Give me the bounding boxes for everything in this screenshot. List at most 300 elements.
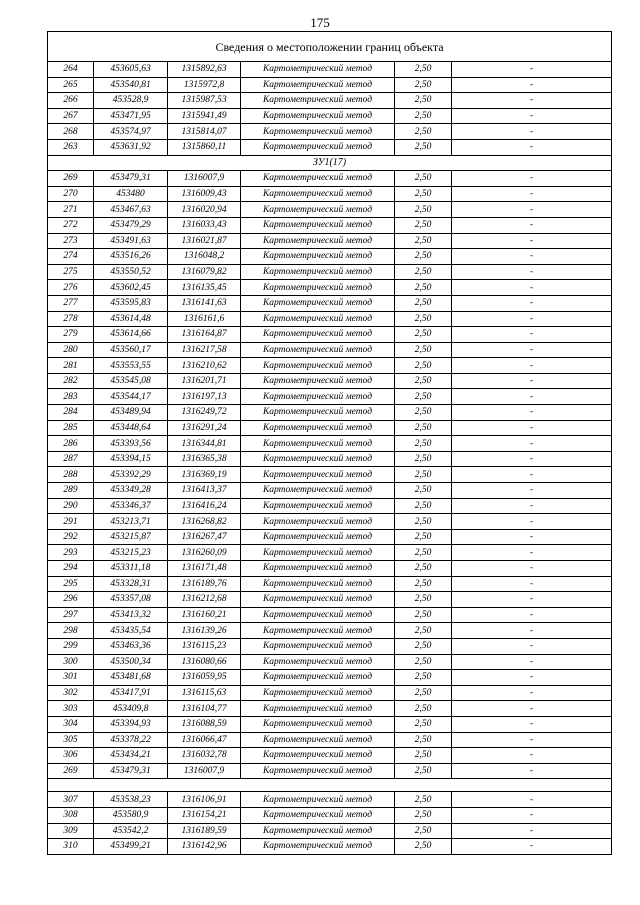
method-cell: Картометрический метод [241,670,395,686]
description-cell: - [452,763,612,779]
point-number-cell: 289 [48,483,94,499]
y-coordinate-cell: 1315987,53 [168,93,241,109]
table-row [48,623,612,639]
x-coordinate-cell: 453542,2 [94,823,168,839]
point-number-cell: 279 [48,327,94,343]
point-number-cell: 263 [48,139,94,155]
accuracy-cell: 2,50 [395,62,452,78]
method-cell: Картометрический метод [241,685,395,701]
y-coordinate-cell: 1316135,45 [168,280,241,296]
description-cell: - [452,467,612,483]
description-cell: - [452,545,612,561]
y-coordinate-cell: 1316033,43 [168,217,241,233]
y-coordinate-cell: 1316365,38 [168,451,241,467]
x-coordinate-cell: 453471,95 [94,108,168,124]
method-cell: Картометрический метод [241,529,395,545]
accuracy-cell: 2,50 [395,124,452,140]
point-number-cell: 288 [48,467,94,483]
accuracy-cell: 2,50 [395,823,452,839]
y-coordinate-cell: 1316197,13 [168,389,241,405]
accuracy-cell: 2,50 [395,295,452,311]
y-coordinate-cell: 1316154,21 [168,807,241,823]
description-cell: - [452,249,612,265]
method-cell: Картометрический метод [241,327,395,343]
table-row [48,529,612,545]
accuracy-cell: 2,50 [395,545,452,561]
x-coordinate-cell: 453394,15 [94,451,168,467]
table-row [48,217,612,233]
point-number-cell: 277 [48,295,94,311]
y-coordinate-cell: 1316217,58 [168,342,241,358]
method-cell: Картометрический метод [241,607,395,623]
description-cell: - [452,264,612,280]
point-number-cell: 303 [48,701,94,717]
point-number-cell: 273 [48,233,94,249]
table-row [48,638,612,654]
x-coordinate-cell: 453413,32 [94,607,168,623]
description-cell: - [452,186,612,202]
table-row [48,342,612,358]
y-coordinate-cell: 1316115,23 [168,638,241,654]
description-cell: - [452,77,612,93]
point-number-cell: 290 [48,498,94,514]
x-coordinate-cell: 453409,8 [94,701,168,717]
description-cell: - [452,638,612,654]
empty-separator [48,779,612,792]
method-cell: Картометрический метод [241,716,395,732]
description-cell: - [452,436,612,452]
accuracy-cell: 2,50 [395,701,452,717]
x-coordinate-cell: 453463,36 [94,638,168,654]
table-row [48,108,612,124]
section-label: ЗУ1(17) [48,155,612,171]
accuracy-cell: 2,50 [395,670,452,686]
table-row [48,233,612,249]
accuracy-cell: 2,50 [395,358,452,374]
x-coordinate-cell: 453540,81 [94,77,168,93]
y-coordinate-cell: 1316210,62 [168,358,241,374]
x-coordinate-cell: 453602,45 [94,280,168,296]
description-cell: - [452,311,612,327]
description-cell: - [452,823,612,839]
accuracy-cell: 2,50 [395,249,452,265]
x-coordinate-cell: 453516,26 [94,249,168,265]
method-cell: Картометрический метод [241,592,395,608]
y-coordinate-cell: 1316267,47 [168,529,241,545]
y-coordinate-cell: 1316212,68 [168,592,241,608]
accuracy-cell: 2,50 [395,467,452,483]
x-coordinate-cell: 453595,83 [94,295,168,311]
method-cell: Картометрический метод [241,62,395,78]
description-cell: - [452,358,612,374]
accuracy-cell: 2,50 [395,529,452,545]
table-row [48,62,612,78]
accuracy-cell: 2,50 [395,638,452,654]
y-coordinate-cell: 1316369,19 [168,467,241,483]
accuracy-cell: 2,50 [395,171,452,187]
accuracy-cell: 2,50 [395,264,452,280]
x-coordinate-cell: 453614,48 [94,311,168,327]
y-coordinate-cell: 1315814,07 [168,124,241,140]
method-cell: Картометрический метод [241,358,395,374]
y-coordinate-cell: 1316416,24 [168,498,241,514]
method-cell: Картометрический метод [241,108,395,124]
table-row [48,748,612,764]
x-coordinate-cell: 453393,56 [94,436,168,452]
y-coordinate-cell: 1316115,63 [168,685,241,701]
table-row [48,202,612,218]
description-cell: - [452,62,612,78]
y-coordinate-cell: 1316142,96 [168,839,241,855]
description-cell: - [452,592,612,608]
table-row [48,389,612,405]
method-cell: Картометрический метод [241,436,395,452]
accuracy-cell: 2,50 [395,217,452,233]
x-coordinate-cell: 453538,23 [94,792,168,808]
method-cell: Картометрический метод [241,373,395,389]
table-row [48,498,612,514]
y-coordinate-cell: 1316189,59 [168,823,241,839]
description-cell: - [452,839,612,855]
method-cell: Картометрический метод [241,623,395,639]
x-coordinate-cell: 453500,34 [94,654,168,670]
x-coordinate-cell: 453574,97 [94,124,168,140]
accuracy-cell: 2,50 [395,420,452,436]
description-cell: - [452,233,612,249]
table-row [48,545,612,561]
table-row [48,436,612,452]
accuracy-cell: 2,50 [395,748,452,764]
method-cell: Картометрический метод [241,638,395,654]
accuracy-cell: 2,50 [395,685,452,701]
point-number-cell: 267 [48,108,94,124]
method-cell: Картометрический метод [241,701,395,717]
method-cell: Картометрический метод [241,792,395,808]
method-cell: Картометрический метод [241,483,395,499]
method-cell: Картометрический метод [241,295,395,311]
y-coordinate-cell: 1316007,9 [168,763,241,779]
point-number-cell: 287 [48,451,94,467]
accuracy-cell: 2,50 [395,807,452,823]
point-number-cell: 304 [48,716,94,732]
description-cell: - [452,483,612,499]
x-coordinate-cell: 453479,31 [94,171,168,187]
point-number-cell: 308 [48,807,94,823]
point-number-cell: 264 [48,62,94,78]
description-cell: - [452,373,612,389]
table-row [48,467,612,483]
method-cell: Картометрический метод [241,389,395,405]
accuracy-cell: 2,50 [395,327,452,343]
accuracy-cell: 2,50 [395,498,452,514]
point-number-cell: 310 [48,839,94,855]
description-cell: - [452,93,612,109]
y-coordinate-cell: 1316160,21 [168,607,241,623]
y-coordinate-cell: 1316007,9 [168,171,241,187]
point-number-cell: 298 [48,623,94,639]
x-coordinate-cell: 453550,52 [94,264,168,280]
description-cell: - [452,171,612,187]
description-cell: - [452,716,612,732]
accuracy-cell: 2,50 [395,436,452,452]
x-coordinate-cell: 453346,37 [94,498,168,514]
separator-row [48,779,612,792]
table-row [48,295,612,311]
accuracy-cell: 2,50 [395,592,452,608]
accuracy-cell: 2,50 [395,373,452,389]
x-coordinate-cell: 453528,9 [94,93,168,109]
point-number-cell: 269 [48,171,94,187]
description-cell: - [452,217,612,233]
table-row [48,607,612,623]
y-coordinate-cell: 1316032,78 [168,748,241,764]
method-cell: Картометрический метод [241,171,395,187]
method-cell: Картометрический метод [241,763,395,779]
description-cell: - [452,327,612,343]
accuracy-cell: 2,50 [395,108,452,124]
point-number-cell: 296 [48,592,94,608]
point-number-cell: 293 [48,545,94,561]
point-number-cell: 294 [48,561,94,577]
y-coordinate-cell: 1316413,37 [168,483,241,499]
x-coordinate-cell: 453349,28 [94,483,168,499]
section-row [48,155,612,171]
y-coordinate-cell: 1316201,71 [168,373,241,389]
method-cell: Картометрический метод [241,498,395,514]
point-number-cell: 305 [48,732,94,748]
table-row [48,124,612,140]
y-coordinate-cell: 1316009,43 [168,186,241,202]
accuracy-cell: 2,50 [395,202,452,218]
table-row [48,763,612,779]
x-coordinate-cell: 453213,71 [94,514,168,530]
description-cell: - [452,420,612,436]
accuracy-cell: 2,50 [395,763,452,779]
x-coordinate-cell: 453448,64 [94,420,168,436]
x-coordinate-cell: 453544,17 [94,389,168,405]
description-cell: - [452,498,612,514]
table-row [48,514,612,530]
table-row [48,732,612,748]
point-number-cell: 295 [48,576,94,592]
accuracy-cell: 2,50 [395,139,452,155]
point-number-cell: 274 [48,249,94,265]
accuracy-cell: 2,50 [395,732,452,748]
boundary-coordinates-table [47,31,612,855]
point-number-cell: 268 [48,124,94,140]
x-coordinate-cell: 453394,93 [94,716,168,732]
x-coordinate-cell: 453489,94 [94,405,168,421]
method-cell: Картометрический метод [241,561,395,577]
y-coordinate-cell: 1315972,8 [168,77,241,93]
table-row [48,311,612,327]
method-cell: Картометрический метод [241,93,395,109]
x-coordinate-cell: 453614,66 [94,327,168,343]
point-number-cell: 278 [48,311,94,327]
method-cell: Картометрический метод [241,576,395,592]
y-coordinate-cell: 1316161,6 [168,311,241,327]
accuracy-cell: 2,50 [395,716,452,732]
x-coordinate-cell: 453580,9 [94,807,168,823]
method-cell: Картометрический метод [241,233,395,249]
table-row [48,186,612,202]
accuracy-cell: 2,50 [395,342,452,358]
method-cell: Картометрический метод [241,839,395,855]
method-cell: Картометрический метод [241,311,395,327]
table-row [48,576,612,592]
x-coordinate-cell: 453434,21 [94,748,168,764]
table-row [48,93,612,109]
accuracy-cell: 2,50 [395,93,452,109]
table-row [48,280,612,296]
x-coordinate-cell: 453311,18 [94,561,168,577]
y-coordinate-cell: 1315941,49 [168,108,241,124]
table-row [48,792,612,808]
description-cell: - [452,748,612,764]
method-cell: Картометрический метод [241,451,395,467]
y-coordinate-cell: 1316189,76 [168,576,241,592]
description-cell: - [452,623,612,639]
method-cell: Картометрический метод [241,823,395,839]
point-number-cell: 280 [48,342,94,358]
table-row [48,716,612,732]
description-cell: - [452,607,612,623]
point-number-cell: 309 [48,823,94,839]
point-number-cell: 265 [48,77,94,93]
description-cell: - [452,280,612,296]
description-cell: - [452,389,612,405]
page-number: 175 [310,15,330,30]
point-number-cell: 269 [48,763,94,779]
y-coordinate-cell: 1316021,87 [168,233,241,249]
y-coordinate-cell: 1316164,87 [168,327,241,343]
description-cell: - [452,108,612,124]
x-coordinate-cell: 453479,29 [94,217,168,233]
y-coordinate-cell: 1316079,82 [168,264,241,280]
y-coordinate-cell: 1316141,63 [168,295,241,311]
accuracy-cell: 2,50 [395,483,452,499]
point-number-cell: 285 [48,420,94,436]
method-cell: Картометрический метод [241,217,395,233]
x-coordinate-cell: 453481,68 [94,670,168,686]
method-cell: Картометрический метод [241,139,395,155]
table-row [48,264,612,280]
y-coordinate-cell: 1316066,47 [168,732,241,748]
y-coordinate-cell: 1316291,24 [168,420,241,436]
table-row [48,592,612,608]
point-number-cell: 306 [48,748,94,764]
description-cell: - [452,792,612,808]
description-cell: - [452,732,612,748]
accuracy-cell: 2,50 [395,607,452,623]
method-cell: Картометрический метод [241,280,395,296]
point-number-cell: 299 [48,638,94,654]
x-coordinate-cell: 453467,63 [94,202,168,218]
description-cell: - [452,514,612,530]
y-coordinate-cell: 1316059,95 [168,670,241,686]
table-title: Сведения о местоположении границ объекта [48,32,612,62]
method-cell: Картометрический метод [241,748,395,764]
method-cell: Картометрический метод [241,249,395,265]
y-coordinate-cell: 1316268,82 [168,514,241,530]
table-row [48,701,612,717]
method-cell: Картометрический метод [241,654,395,670]
point-number-cell: 283 [48,389,94,405]
point-number-cell: 300 [48,654,94,670]
y-coordinate-cell: 1316080,66 [168,654,241,670]
x-coordinate-cell: 453480 [94,186,168,202]
description-cell: - [452,529,612,545]
x-coordinate-cell: 453605,63 [94,62,168,78]
table-row [48,654,612,670]
description-cell: - [452,561,612,577]
table-title-row [48,32,612,62]
accuracy-cell: 2,50 [395,451,452,467]
x-coordinate-cell: 453215,23 [94,545,168,561]
table-row [48,249,612,265]
y-coordinate-cell: 1316048,2 [168,249,241,265]
method-cell: Картометрический метод [241,514,395,530]
table-row [48,807,612,823]
table-row [48,77,612,93]
table-row [48,405,612,421]
x-coordinate-cell: 453479,31 [94,763,168,779]
y-coordinate-cell: 1316344,81 [168,436,241,452]
method-cell: Картометрический метод [241,77,395,93]
description-cell: - [452,654,612,670]
accuracy-cell: 2,50 [395,792,452,808]
y-coordinate-cell: 1315892,63 [168,62,241,78]
accuracy-cell: 2,50 [395,514,452,530]
y-coordinate-cell: 1316088,59 [168,716,241,732]
x-coordinate-cell: 453545,08 [94,373,168,389]
point-number-cell: 282 [48,373,94,389]
method-cell: Картометрический метод [241,420,395,436]
point-number-cell: 292 [48,529,94,545]
description-cell: - [452,685,612,701]
accuracy-cell: 2,50 [395,280,452,296]
point-number-cell: 275 [48,264,94,280]
y-coordinate-cell: 1316020,94 [168,202,241,218]
method-cell: Картометрический метод [241,732,395,748]
method-cell: Картометрический метод [241,124,395,140]
description-cell: - [452,807,612,823]
description-cell: - [452,451,612,467]
accuracy-cell: 2,50 [395,389,452,405]
point-number-cell: 307 [48,792,94,808]
table-row [48,839,612,855]
description-cell: - [452,139,612,155]
y-coordinate-cell: 1316104,77 [168,701,241,717]
method-cell: Картометрический метод [241,342,395,358]
table-row [48,420,612,436]
point-number-cell: 284 [48,405,94,421]
accuracy-cell: 2,50 [395,233,452,249]
x-coordinate-cell: 453553,55 [94,358,168,374]
table-row [48,171,612,187]
method-cell: Картометрический метод [241,467,395,483]
point-number-cell: 271 [48,202,94,218]
table-row [48,451,612,467]
description-cell: - [452,670,612,686]
x-coordinate-cell: 453215,87 [94,529,168,545]
point-number-cell: 297 [48,607,94,623]
y-coordinate-cell: 1316171,48 [168,561,241,577]
point-number-cell: 270 [48,186,94,202]
y-coordinate-cell: 1316139,26 [168,623,241,639]
point-number-cell: 302 [48,685,94,701]
accuracy-cell: 2,50 [395,839,452,855]
